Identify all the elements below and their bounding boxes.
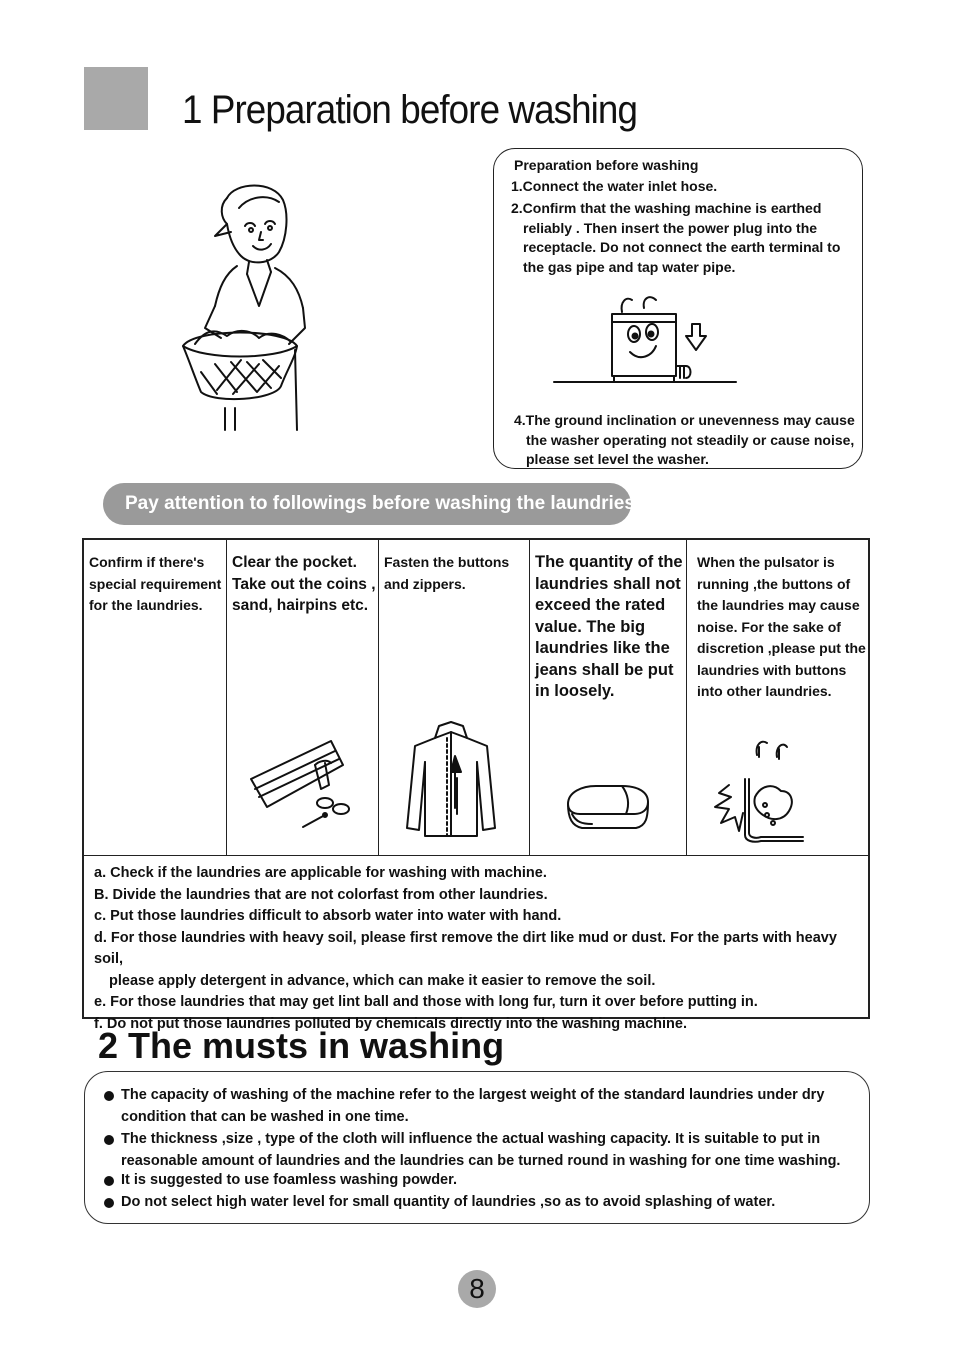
note-item: c. Put those laundries difficult to absorb water into water with hand.: [94, 908, 562, 924]
note-item: a. Check if the laundries are applicable for washing with machine.: [94, 865, 547, 881]
washing-machine-icon: [552, 290, 738, 386]
tip-cell-pulsator-noise: [686, 540, 870, 855]
tip-cell-quantity: [529, 540, 686, 855]
must-text: Do not select high water level for small quantity of laundries ,so as to avoid splashing of water.: [121, 1194, 776, 1210]
woman-with-basket-illustration: [175, 178, 325, 434]
attention-banner: Pay attention to followings before washing the laundries: [103, 483, 631, 525]
preparation-step-4: 4.The ground inclination or unevenness may cause the washer operating not steadily or cause noise, please set level the washer.: [514, 412, 855, 467]
tip-text: Fasten the buttons and zippers.: [384, 554, 510, 592]
preparation-step-2: 2.Confirm that the washing machine is earthed reliably . Then insert the power plug into the receptacle. Do not connect the earth terminal to the gas pipe and tap water pipe.: [511, 200, 841, 275]
noisy-buttons-icon: [709, 735, 809, 850]
note-item: d. For those laundries with heavy soil, please first remove the dirt like mud or dust. For the parts with heavy soil,: [94, 929, 837, 967]
bullet-icon: [104, 1198, 114, 1208]
tips-row: [84, 540, 868, 856]
tip-text: The quantity of the laundries shall not exceed the rated value. The big laundries like the jeans shall be put in loosely.: [535, 553, 683, 700]
bullet-icon: [104, 1091, 114, 1101]
note-item-continued: please apply detergent in advance, which can make it easier to remove the soil.: [109, 972, 656, 989]
shirt-icon: [401, 718, 501, 842]
must-item: [104, 1170, 864, 1192]
preparation-step-1: 1.Connect the water inlet hose.: [511, 178, 718, 194]
section-marker: [84, 67, 148, 130]
tip-cell-special-requirement: [84, 540, 226, 855]
bullet-icon: [104, 1135, 114, 1145]
must-item: [104, 1085, 864, 1128]
note-item: e. For those laundries that may get lint ball and those with long fur, turn it over before putting in.: [94, 994, 758, 1010]
folded-jeans-icon: [562, 778, 652, 836]
laundry-tips-table: [82, 538, 870, 1032]
tip-text: Confirm if there's special requirement for the laundries.: [89, 554, 222, 613]
must-text: It is suggested to use foamless washing powder.: [121, 1172, 457, 1188]
bullet-icon: [104, 1176, 114, 1186]
must-item: [104, 1129, 864, 1172]
tip-cell-fasten-buttons: [378, 540, 529, 855]
tip-text: Clear the pocket. Take out the coins , sand, hairpins etc.: [232, 554, 376, 614]
note-item: f. Do not put those laundries polluted by chemicals directly into the washing machine.: [94, 1015, 687, 1032]
section-title-musts: 2 The musts in washing: [98, 1025, 505, 1066]
tip-cell-clear-pocket: [226, 540, 378, 855]
must-text: The thickness ,size , type of the cloth will influence the actual washing capacity. It is suitable to put in reasonable amount of laundries and the laundries can be turned round in washing for one time washing.: [121, 1131, 841, 1169]
must-item: [104, 1192, 864, 1214]
laundry-notes-list: [94, 863, 868, 1035]
must-text: The capacity of washing of the machine refer to the largest weight of the standard laundries under dry condition that can be washed in one time.: [121, 1087, 825, 1125]
tip-text: When the pulsator is running ,the buttons of the laundries may cause noise. For the sake of discretion ,please put the laundries with buttons into other laundries.: [697, 554, 866, 699]
note-item: B. Divide the laundries that are not colorfast from other laundries.: [94, 886, 548, 903]
page-number: 8: [458, 1270, 496, 1308]
pocket-coins-icon: [245, 735, 355, 835]
section-title-preparation: 1 Preparation before washing: [182, 88, 637, 132]
preparation-heading: Preparation before washing: [514, 157, 699, 173]
